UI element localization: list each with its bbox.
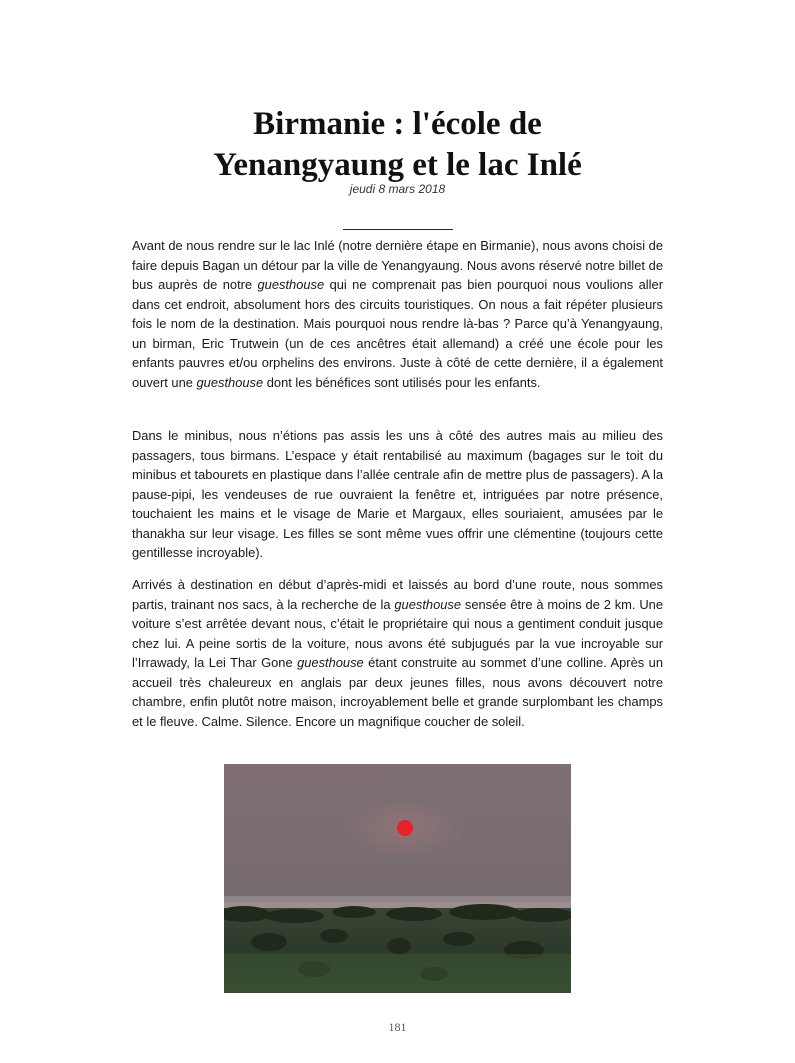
paragraph-text: Dans le minibus, nous n’étions pas assis les uns à côté des autres mais au milieu des passagers, tous birmans. L’espace y était rentabilisé au maximum (bagages sur le toit du minibus et tabourets en plastique dans l’allée centrale afin de mettre plus de passagers). A la pause-pipi, les vendeuses de rue ouvraient la fenêtre et, intriguées par notre présence, touchaient les mains et le visage de Marie et Margaux, elles souriaient, amusées par le thanakha sur leur visage. Les filles se sont même vues offrir une clémentine (toujours cette gentillesse incroyable). — [132, 428, 663, 560]
sun — [397, 820, 413, 836]
paragraph-italic-term: guesthouse — [257, 277, 325, 292]
title-line-2: Yenangyaung et le lac Inlé — [213, 147, 582, 183]
foreground-field — [224, 954, 571, 993]
title-line-1: Birmanie : l'école de — [253, 106, 542, 142]
paragraph-text: dont les bénéfices sont utilisés pour les enfants. — [263, 374, 541, 390]
paragraph-1 — [132, 236, 663, 392]
paragraph-text: sensée être à moins de 2 km. Une voiture s’est arrêtée devant nous, c’était le propriétaire qui nous a gentiment conduit jusque chez lui. A peine sortis de la voiture, nous avons été subjugués par la vue incroyable sur l’Irrawady, la Lei Thar Gone — [132, 596, 663, 670]
paragraph-italic-term: guesthouse — [196, 374, 264, 390]
paragraph-text: étant construite au sommet d’une colline. Après un accueil très chaleureux en anglais par deux jeunes filles, nous avons découvert notre chambre, enfin plutôt notre maison, incroyablement belle et grande surplombant les champs et le fleuve. Calme. Silence. Encore un magnifique coucher de soleil. — [132, 655, 663, 729]
article-title — [0, 104, 795, 186]
title-divider — [343, 229, 453, 230]
paragraph-text: Arrivés à destination en début d’après-midi et laissés au bord d’une route, nous sommes partis, trainant nos sacs, à la recherche de la — [132, 577, 663, 612]
sunset-photo-drawing — [224, 764, 571, 993]
paragraph-text: Avant de nous rendre sur le lac Inlé (notre dernière étape en Birmanie), nous avons choisi de faire depuis Bagan un détour par la ville de Yenangyaung. Nous avons réservé notre billet de bus auprès de notre — [132, 238, 663, 292]
sunset-photo — [224, 764, 571, 993]
paragraph-italic-term: guesthouse — [297, 655, 364, 670]
paragraph-text: qui ne comprenait pas bien pourquoi nous voulions aller dans cet endroit, absolument hors des circuits touristiques. On nous a fait répéter plusieurs fois le nom de la destination. Mais pourquoi nous rendre là-bas ? Parce qu’à Yenangyaung, un birman, Eric Trutwein (un de ces ancêtres était allemand) a créé une école pour les enfants pauvres et/ou orphelins des environs. Juste à côté de cette dernière, il a également ouvert une — [132, 277, 663, 390]
paragraph-2 — [132, 426, 663, 563]
article-date: jeudi 8 mars 2018 — [349, 182, 446, 196]
paragraph-italic-term: guesthouse — [394, 596, 462, 612]
paragraph-3 — [132, 575, 663, 731]
page-number: 181 — [388, 1020, 407, 1034]
